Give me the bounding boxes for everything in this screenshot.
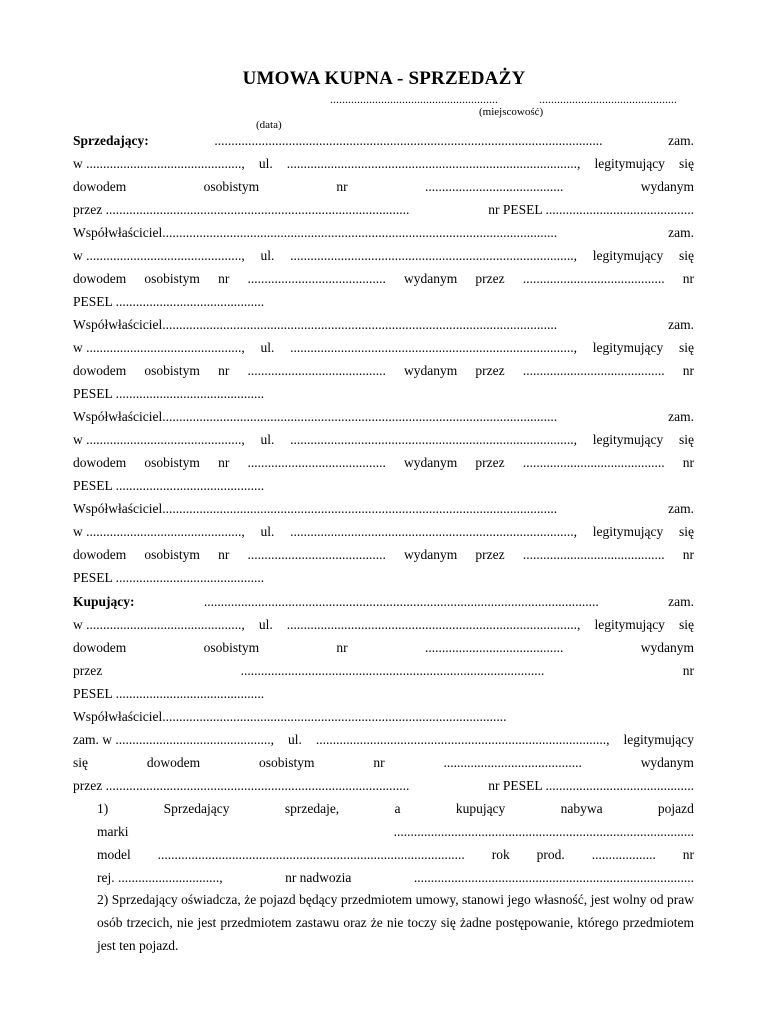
form-line (73, 775, 694, 797)
form-text: ...................................................................................., (290, 340, 578, 355)
form-text: legitymujący (623, 732, 694, 747)
clause-text: Sprzedający (163, 801, 230, 816)
clause-text: nabywa (560, 801, 603, 816)
form-text: osobistym (144, 363, 200, 378)
form-line (73, 498, 694, 520)
form-line (73, 637, 694, 659)
form-text: się (679, 340, 694, 355)
form-line (73, 591, 694, 613)
form-text: Kupujący: (73, 594, 135, 609)
clause-text: model (97, 847, 131, 862)
form-text: Współwłaściciel..................................................................................................................... (73, 409, 558, 424)
form-text: przez (73, 663, 103, 678)
date-caption: (data) (256, 119, 282, 131)
form-text: się (679, 524, 694, 539)
clause-line (97, 867, 694, 889)
form-text: ul. (260, 340, 275, 355)
form-text: ......................................... (425, 640, 564, 655)
form-text: przez (475, 271, 505, 286)
form-line (73, 291, 694, 313)
form-text: w .............................................., (73, 340, 245, 355)
form-text: Współwłaściciel..................................................................................................................... (73, 225, 558, 240)
form-line (73, 222, 694, 244)
form-text: nr (218, 455, 230, 470)
form-text: nr PESEL ............................................ (488, 778, 694, 793)
form-text: PESEL ............................................ (73, 386, 265, 401)
form-text: w .............................................., (73, 156, 245, 171)
clause-text: nr (682, 847, 694, 862)
form-text: ul. (260, 524, 275, 539)
form-line (73, 360, 694, 382)
clause-text: ................... (591, 847, 656, 862)
form-text: nr (682, 547, 694, 562)
form-line (73, 521, 694, 543)
form-text: przez (475, 455, 505, 470)
clause-text: ......................................................................................... (393, 824, 694, 839)
form-line (73, 544, 694, 566)
form-text: nr (682, 455, 694, 470)
form-text: legitymujący (592, 524, 664, 539)
form-line (73, 429, 694, 451)
form-line (73, 314, 694, 336)
form-text: wydanym (404, 271, 458, 286)
form-text: w .............................................., (73, 524, 245, 539)
clause-text: sprzedaje, (284, 801, 340, 816)
form-line (73, 567, 694, 589)
form-text: PESEL ............................................ (73, 478, 265, 493)
form-text: ......................................................................................, (286, 156, 581, 171)
form-text: zam. (668, 409, 694, 424)
form-line (73, 660, 694, 682)
form-text: osobistym (144, 271, 200, 286)
form-text: się (679, 248, 694, 263)
clause-text: rok (491, 847, 510, 862)
form-text: przez (475, 547, 505, 562)
form-text: .......................................... (522, 363, 665, 378)
form-text: .......................................... (522, 455, 665, 470)
form-text: Współwłaściciel..................................................................................................................... (73, 317, 558, 332)
form-text: nr (682, 363, 694, 378)
form-line (73, 683, 694, 705)
form-text: legitymujący (594, 156, 665, 171)
form-text: ......................................... (247, 547, 386, 562)
form-text: się (679, 432, 694, 447)
form-text: osobistym (144, 455, 200, 470)
form-text: nr (373, 755, 385, 770)
form-text: zam. (668, 594, 694, 609)
form-line (73, 383, 694, 405)
form-text: .......................................... (522, 547, 665, 562)
clause-text: marki (97, 824, 129, 839)
form-text: ul. (260, 248, 275, 263)
form-text: nr (218, 547, 230, 562)
form-text: wydanym (404, 547, 458, 562)
form-text: zam. (668, 225, 694, 240)
form-text: wydanym (640, 179, 694, 194)
form-text: zam. (668, 501, 694, 516)
form-line (73, 706, 694, 728)
form-text: nr PESEL ............................................ (488, 202, 694, 217)
clause-line (97, 821, 694, 843)
form-text: zam. (668, 317, 694, 332)
document-title: UMOWA KUPNA - SPRZEDAŻY (242, 68, 526, 89)
form-text: Współwłaściciel...................................................................................................... (73, 709, 507, 724)
form-text: w .............................................., (73, 248, 245, 263)
form-text: się (679, 617, 694, 632)
clause-text: prod. (536, 847, 565, 862)
form-line (73, 729, 694, 751)
clause-text: 1) (97, 801, 109, 816)
form-text: wydanym (404, 363, 458, 378)
form-text: ......................................................................................, (315, 732, 610, 747)
form-text: PESEL ............................................ (73, 686, 265, 701)
form-text: dowodem (73, 179, 127, 194)
form-text: Sprzedający: (73, 133, 149, 148)
form-text: nr (682, 663, 694, 678)
form-text: dowodem (73, 547, 127, 562)
form-text: ul. (258, 617, 273, 632)
form-text: przez (475, 363, 505, 378)
form-text: wydanym (404, 455, 458, 470)
form-text: ......................................... (247, 271, 386, 286)
form-line (73, 614, 694, 636)
form-text: nr (336, 640, 348, 655)
form-text: osobistym (203, 179, 260, 194)
form-line (73, 199, 694, 221)
form-line (73, 268, 694, 290)
form-text: Współwłaściciel..................................................................................................................... (73, 501, 558, 516)
clause-text: a (394, 801, 401, 816)
form-line (73, 176, 694, 198)
date-field: .............................................. (539, 92, 677, 106)
form-text: ...................................................................................., (290, 432, 578, 447)
form-line (73, 752, 694, 774)
form-text: ul. (287, 732, 302, 747)
form-text: się (679, 156, 694, 171)
clause-text: rej. .............................., (97, 870, 223, 885)
form-text: ......................................................................................, (286, 617, 581, 632)
form-line (73, 245, 694, 267)
form-text: przez .......................................................................................... (73, 778, 410, 793)
form-text: przez .......................................................................................... (73, 202, 410, 217)
form-line (73, 337, 694, 359)
form-text: osobistym (258, 755, 315, 770)
place-caption: (miejscowość) (479, 106, 544, 118)
form-text: ................................................................................................................... (214, 133, 603, 148)
clause-text: nr nadwozia (285, 870, 352, 885)
form-text: nr (682, 271, 694, 286)
form-text: ul. (260, 432, 275, 447)
form-text: .......................................................................................... (240, 663, 545, 678)
clause-text: ........................................................................................... (157, 847, 465, 862)
form-text: zam. w .............................................., (73, 732, 274, 747)
form-text: nr (218, 363, 230, 378)
form-text: .......................................... (522, 271, 665, 286)
form-line (73, 153, 694, 175)
form-text: wydanym (640, 755, 694, 770)
clause-2: 2) Sprzedający oświadcza, że pojazd będący przedmiotem umowy, stanowi jego własność, jest wolny od praw osób trzecich, nie jest przedmiotem zastawu oraz że nie toczy się żadne postępowanie, którego przedmiotem jest ten pojazd. (97, 892, 694, 953)
form-text: w .............................................., (73, 432, 245, 447)
form-text: ......................................... (443, 755, 582, 770)
form-text: ...................................................................................., (290, 248, 578, 263)
form-text: legitymujący (592, 340, 664, 355)
form-text: osobistym (144, 547, 200, 562)
form-text: ......................................... (247, 363, 386, 378)
form-line (73, 475, 694, 497)
clause-line (97, 844, 694, 866)
form-line (73, 406, 694, 428)
form-text: legitymujący (592, 248, 664, 263)
form-line (73, 130, 694, 152)
form-text: dowodem (73, 271, 127, 286)
form-text: legitymujący (594, 617, 665, 632)
form-text: PESEL ............................................ (73, 570, 265, 585)
form-text: PESEL ............................................ (73, 294, 265, 309)
place-field: ........................................................ (330, 92, 498, 106)
form-text: ..................................................................................................................... (203, 594, 599, 609)
form-text: wydanym (640, 640, 694, 655)
form-text: osobistym (203, 640, 260, 655)
form-text: dowodem (73, 640, 127, 655)
form-text: ......................................... (425, 179, 564, 194)
clause-text: kupujący (455, 801, 506, 816)
form-text: ul. (258, 156, 273, 171)
form-text: zam. (668, 133, 694, 148)
clause-line (97, 798, 694, 820)
form-text: legitymujący (592, 432, 664, 447)
form-text: ......................................... (247, 455, 386, 470)
form-text: dowodem (73, 455, 127, 470)
clause-text: ................................................................................... (413, 870, 694, 885)
form-line (73, 452, 694, 474)
form-text: się (73, 755, 88, 770)
form-text: dowodem (146, 755, 201, 770)
form-text: w .............................................., (73, 617, 245, 632)
clause-text: pojazd (657, 801, 694, 816)
form-text: nr (218, 271, 230, 286)
form-text: dowodem (73, 363, 127, 378)
form-text: ...................................................................................., (290, 524, 578, 539)
form-text: nr (336, 179, 348, 194)
